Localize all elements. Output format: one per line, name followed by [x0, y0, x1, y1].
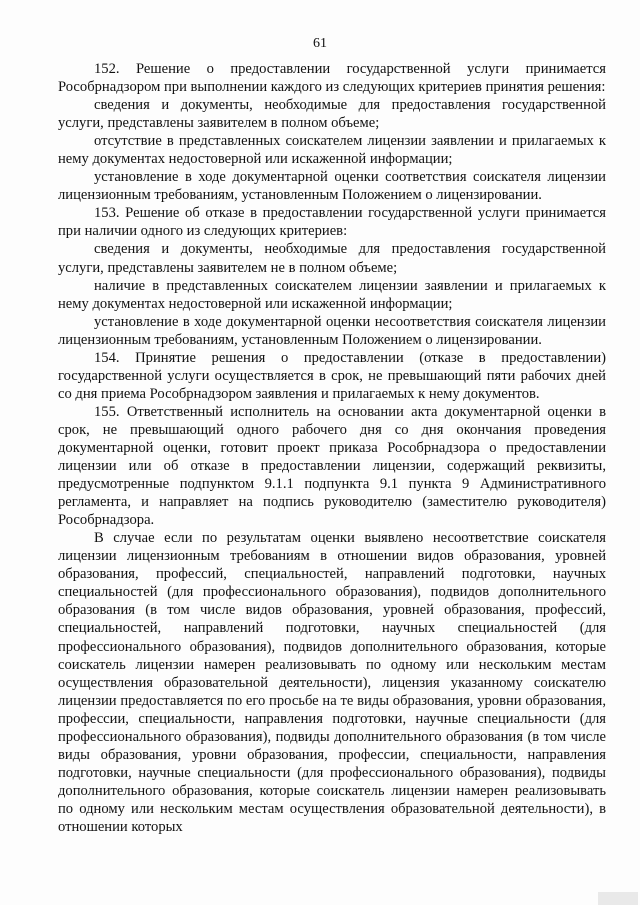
paragraph-155: 155. Ответственный исполнитель на основании акта документарной оценки в срок, не превышающий одного рабочего дня со дня окончания проведения документарной оценки, готовит проект приказа Рособрнадзора о предоставлении лицензии или об отказе в предоставлении лицензии, содержащий реквизиты, предусмотренные подпунктом 9.1.1 подпункта 9.1 пункта 9 Административного регламента, и направляет на подпись руководителю (заместителю руководителя) Рособрнадзора.: [58, 403, 606, 529]
criterion-item: отсутствие в представленных соискателем лицензии заявлении и прилагаемых к нему документах недостоверной или искаженной информации;: [58, 133, 606, 168]
paragraph-153: 153. Решение об отказе в предоставлении государственной услуги принимается при наличии одного из следующих критериев:: [58, 205, 606, 240]
criterion-item: установление в ходе документарной оценки соответствия соискателя лицензии лицензионным требованиям, установленным Положением о лицензировании.: [58, 169, 606, 204]
criterion-item: установление в ходе документарной оценки несоответствия соискателя лицензии лицензионным требованиям, установленным Положением о лицензировании.: [58, 313, 606, 348]
paragraph-text: В случае если по результатам оценки выявлено несоответствие соискателя лицензии лицензионным требованиям в отношении видов образования, уровней образования, профессий, специальностей, направлений подготовки, научных специальностей (для профессионального образования), подвидов дополнительного образования (в том числе видов образования, уровней образования, профессий, специальностей, направлений подготовки, научных специальностей (для профессионального образования), подвидов дополнительного образования, которые соискатель лицензии намерен реализовывать по одному или нескольким местам осуществления образовательной деятельности), лицензия указанному соискателю лицензии предоставляется по его просьбе на те виды образования, уровни образования, профессии, специальности, направления подготовки, научные специальности (для профессионального образования), подвиды дополнительного образования (в том числе виды образования, уровни образования, профессии, специальности, направления подготовки, научные специальности (для профессионального образования), подвиды дополнительного образования, которые соискатель лицензии намерен реализовывать по одному или нескольким местам осуществления образовательной деятельности), в отношении которых: [58, 530, 606, 835]
criterion-item: сведения и документы, необходимые для предоставления государственной услуги, представлены заявителем не в полном объеме;: [58, 241, 606, 276]
criterion-item: сведения и документы, необходимые для предоставления государственной услуги, представлены заявителем в полном объеме;: [58, 97, 606, 132]
page-number: 61: [313, 36, 327, 51]
criterion-item: наличие в представленных соискателем лицензии заявлении и прилагаемых к нему документах недостоверной или искаженной информации;: [58, 277, 606, 312]
scan-edge-shadow: [598, 892, 638, 905]
paragraph-154: 154. Принятие решения о предоставлении (отказе в предоставлении) государственной услуги осуществляется в срок, не превышающий пяти рабочих дней со дня приема Рособрнадзором заявления и прилагаемых к нему документов.: [58, 349, 606, 402]
paragraph-152: 152. Решение о предоставлении государственной услуги принимается Рособрнадзором при выполнении каждого из следующих критериев принятия решения:: [58, 61, 606, 96]
document-body: [58, 60, 606, 836]
